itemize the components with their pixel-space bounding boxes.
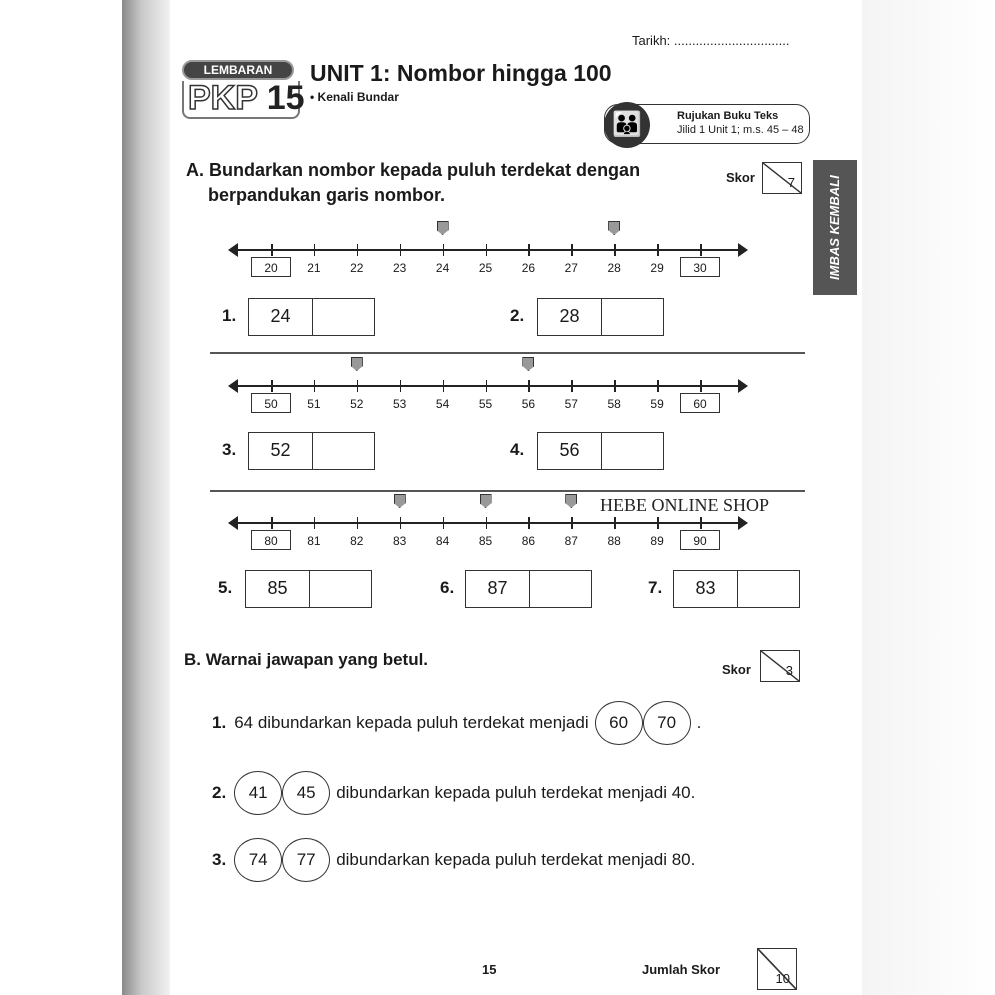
answer-box xyxy=(673,570,800,608)
tick xyxy=(528,380,530,392)
given-number: 83 xyxy=(674,571,738,607)
question-item xyxy=(212,700,701,746)
marker-icon xyxy=(351,357,363,371)
question-number: 2. xyxy=(510,306,525,325)
tick xyxy=(571,244,573,256)
tick xyxy=(271,517,273,529)
instr-line2: berpandukan garis nombor. xyxy=(208,185,446,205)
ref-detail: Jilid 1 Unit 1; m.s. 45 – 48 xyxy=(677,124,804,136)
watermark: HEBE ONLINE SHOP xyxy=(600,495,769,515)
score-total: 3 xyxy=(785,663,793,678)
tick xyxy=(443,517,445,529)
tick-label: 51 xyxy=(307,397,321,411)
answer-field[interactable] xyxy=(313,299,374,335)
tick xyxy=(443,244,445,256)
item-number: 3. xyxy=(212,850,227,869)
date-field: Tarikh: ................................ xyxy=(632,33,790,48)
score-box-b xyxy=(760,650,800,682)
answer-field[interactable] xyxy=(530,571,591,607)
score-box-a xyxy=(762,162,802,194)
item-number: 1. xyxy=(212,713,227,732)
tick-label: 89 xyxy=(650,534,664,548)
question-number: 6. xyxy=(440,578,455,597)
tick-label: 56 xyxy=(521,397,536,411)
tick xyxy=(357,517,359,529)
answer-option[interactable]: 77 xyxy=(282,838,330,882)
section-b-instruction: B. Warnai jawapan yang betul. xyxy=(184,650,429,669)
answer-field[interactable] xyxy=(602,433,663,469)
answer-field[interactable] xyxy=(738,571,799,607)
instr-line1: A. Bundarkan nombor kepada puluh terdekat dengan xyxy=(186,160,641,180)
tick xyxy=(614,380,616,392)
marker-icon xyxy=(480,494,492,508)
skor-label: Skor xyxy=(722,662,751,677)
score-total: 7 xyxy=(787,175,795,190)
section-a-instruction xyxy=(186,158,640,208)
tick xyxy=(614,244,616,256)
tick-label: 53 xyxy=(393,397,407,411)
tick xyxy=(571,517,573,529)
tick xyxy=(486,244,488,256)
marker-icon xyxy=(608,221,620,235)
question-item xyxy=(212,770,695,816)
answer-field[interactable] xyxy=(602,299,663,335)
tick-label: 55 xyxy=(478,397,493,411)
item-text: dibundarkan kepada puluh terdekat menjadi 40. xyxy=(336,783,696,802)
tick-label: 84 xyxy=(435,534,450,548)
total-score: 10 xyxy=(775,971,790,986)
tick-label: 22 xyxy=(350,261,364,275)
tick-label: 80 xyxy=(264,534,278,548)
arrow-left-icon xyxy=(228,516,238,530)
tick xyxy=(271,244,273,256)
answer-box xyxy=(245,570,372,608)
tick xyxy=(400,244,402,256)
arrow-left-icon xyxy=(228,243,238,257)
worksheet-badge: LEMBARAN xyxy=(182,60,294,80)
subtitle: • Kenali Bundar xyxy=(310,90,399,104)
tick-label: 83 xyxy=(393,534,407,548)
answer-box xyxy=(465,570,592,608)
arrow-left-icon xyxy=(228,379,238,393)
answer-field[interactable] xyxy=(310,571,371,607)
number-line xyxy=(232,522,744,524)
tick-label: 23 xyxy=(393,261,407,275)
question-number: 4. xyxy=(510,440,525,459)
question-number: 5. xyxy=(218,578,233,597)
given-number: 28 xyxy=(538,299,602,335)
total-score-label: Jumlah Skor xyxy=(642,962,721,977)
tick-label: 90 xyxy=(693,534,707,548)
tick xyxy=(400,380,402,392)
marker-icon xyxy=(437,221,449,235)
arrow-right-icon xyxy=(738,243,748,257)
item-text: 64 dibundarkan kepada puluh terdekat menjadi xyxy=(234,713,589,732)
answer-box xyxy=(537,298,664,336)
divider xyxy=(210,352,805,354)
tick-label: 30 xyxy=(693,261,707,275)
marker-icon xyxy=(565,494,577,508)
answer-field[interactable] xyxy=(313,433,374,469)
tick xyxy=(314,380,316,392)
pkp-badge xyxy=(182,79,305,119)
question-number: 1. xyxy=(222,306,237,325)
tick xyxy=(528,517,530,529)
question-number: 3. xyxy=(222,440,237,459)
tick xyxy=(657,517,659,529)
tick xyxy=(400,517,402,529)
question-number: 7. xyxy=(648,578,663,597)
page-number: 15 xyxy=(482,962,497,977)
tick-label: 25 xyxy=(478,261,493,275)
tick-label: 50 xyxy=(264,397,278,411)
marker-icon xyxy=(522,357,534,371)
tick xyxy=(614,517,616,529)
tick xyxy=(486,380,488,392)
pkp-number: 15 xyxy=(266,79,305,117)
tick-label: 20 xyxy=(264,261,278,275)
tick xyxy=(357,380,359,392)
answer-option[interactable]: 70 xyxy=(643,701,691,745)
tick xyxy=(657,380,659,392)
tick-label: 27 xyxy=(564,261,578,275)
tick xyxy=(571,380,573,392)
page-margin xyxy=(862,0,995,995)
tick-label: 29 xyxy=(650,261,664,275)
tick-label: 85 xyxy=(478,534,493,548)
number-line xyxy=(232,249,744,251)
given-number: 87 xyxy=(466,571,530,607)
answer-option[interactable]: 60 xyxy=(595,701,643,745)
tick-label: 81 xyxy=(307,534,321,548)
given-number: 24 xyxy=(249,299,313,335)
tick-label: 57 xyxy=(564,397,578,411)
tick-label: 26 xyxy=(521,261,536,275)
tick-label: 21 xyxy=(307,261,321,275)
tick xyxy=(700,380,702,392)
item-text: dibundarkan kepada puluh terdekat menjadi 80. xyxy=(336,850,696,869)
pkp-label: PKP xyxy=(188,79,258,117)
family-icon: 👪 xyxy=(604,102,650,148)
tick-label: 86 xyxy=(521,534,536,548)
tick xyxy=(443,380,445,392)
tick-label: 54 xyxy=(435,397,450,411)
side-tab: IMBAS KEMBALI xyxy=(813,160,857,295)
arrow-right-icon xyxy=(738,379,748,393)
tick xyxy=(528,244,530,256)
tick xyxy=(357,244,359,256)
question-item xyxy=(212,837,695,883)
tick-label: 88 xyxy=(607,534,621,548)
tick-label: 52 xyxy=(350,397,364,411)
tick xyxy=(314,517,316,529)
tick-label: 28 xyxy=(607,261,621,275)
marker-icon xyxy=(394,494,406,508)
item-text: . xyxy=(696,713,702,732)
divider xyxy=(210,490,805,492)
answer-box xyxy=(537,432,664,470)
answer-option[interactable]: 41 xyxy=(234,771,282,815)
tick xyxy=(700,517,702,529)
total-score-box xyxy=(757,948,797,990)
ref-title: Rujukan Buku Teks xyxy=(677,110,779,122)
tick-label: 60 xyxy=(693,397,707,411)
page-shadow xyxy=(122,0,170,995)
tick-label: 82 xyxy=(350,534,364,548)
tick xyxy=(271,380,273,392)
answer-option[interactable]: 45 xyxy=(282,771,330,815)
tick xyxy=(314,244,316,256)
tick-label: 24 xyxy=(435,261,450,275)
item-number: 2. xyxy=(212,783,227,802)
given-number: 56 xyxy=(538,433,602,469)
tick xyxy=(486,517,488,529)
tick-label: 58 xyxy=(607,397,621,411)
tick-label: 87 xyxy=(564,534,578,548)
answer-box xyxy=(248,298,375,336)
answer-option[interactable]: 74 xyxy=(234,838,282,882)
given-number: 85 xyxy=(246,571,310,607)
tick xyxy=(700,244,702,256)
tick xyxy=(657,244,659,256)
tick-label: 59 xyxy=(650,397,664,411)
skor-label: Skor xyxy=(726,170,755,185)
number-line xyxy=(232,385,744,387)
answer-box xyxy=(248,432,375,470)
page-title: UNIT 1: Nombor hingga 100 xyxy=(310,60,612,86)
given-number: 52 xyxy=(249,433,313,469)
arrow-right-icon xyxy=(738,516,748,530)
